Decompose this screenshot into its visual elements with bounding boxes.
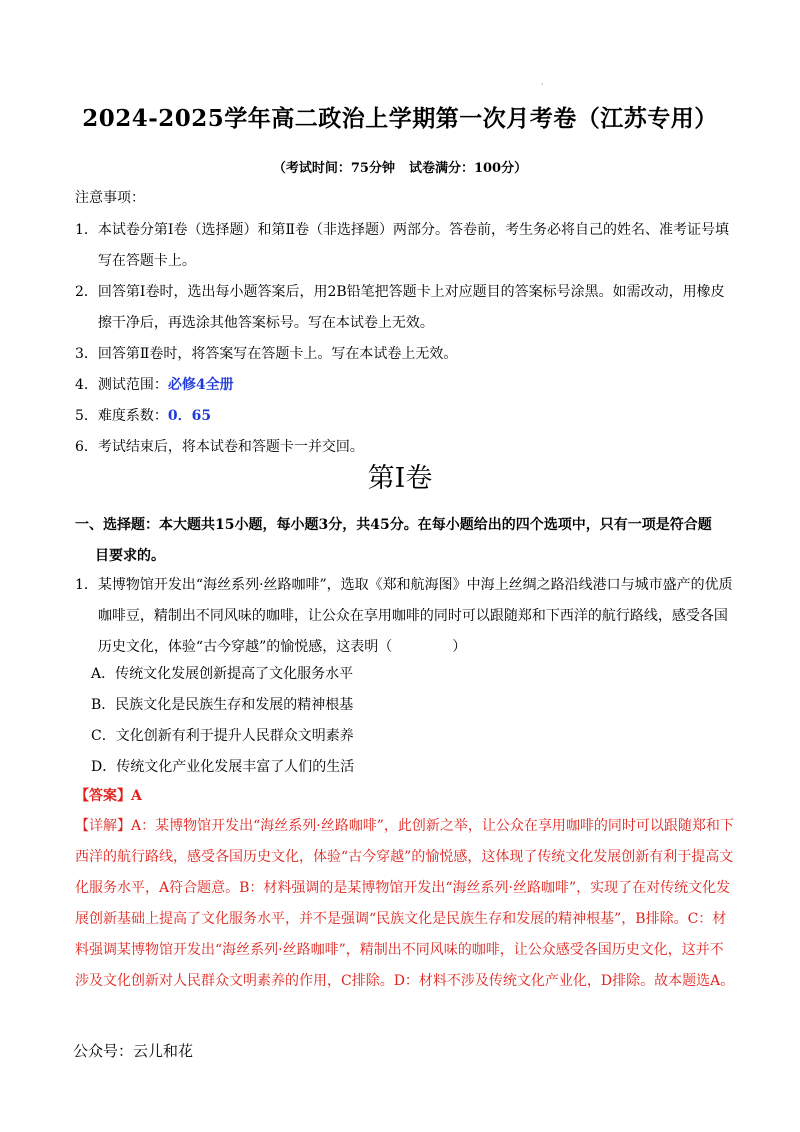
notice-text	[98, 401, 735, 432]
part-heading-line2: 目要求的。	[95, 548, 165, 564]
notice-number: 4．	[75, 377, 98, 393]
question-stem	[75, 570, 735, 663]
footer-wechat: 公众号：云儿和花	[73, 1042, 194, 1060]
section-title: 第Ⅰ卷	[367, 463, 433, 494]
notice-item	[75, 370, 735, 401]
exam-score: 试卷满分：100分）	[408, 161, 528, 176]
explanation	[75, 811, 735, 997]
notice-number: 2．	[75, 284, 98, 300]
question-options	[91, 659, 731, 783]
difficulty-value: 0．65	[167, 408, 212, 424]
option-b: B．民族文化是民族生存和发展的精神根基	[91, 697, 354, 713]
question-text-wrap	[98, 570, 735, 663]
part-heading-line1: 一、选择题：本大题共15小题，每小题3分，共45分。在每小题给出的四个选项中，只有一项是符合题	[75, 517, 712, 533]
notice-text: 本试卷分第Ⅰ卷（选择题）和第Ⅱ卷（非选择题）两部分。答卷前，考生务必将自己的姓名、准考证号填写在答题卡上。	[97, 222, 729, 269]
notice-item	[75, 401, 735, 432]
question-close-paren: ）	[452, 639, 467, 655]
question-number: 1．	[75, 577, 98, 593]
option-d: D．传统文化产业化发展丰富了人们的生活	[91, 759, 355, 775]
exam-time: （考试时间：75分钟	[272, 161, 395, 176]
notice-number: 5．	[75, 408, 98, 424]
page-dot: ·	[541, 80, 544, 89]
notice-text	[98, 370, 735, 401]
explanation-text: 【详解】A：某博物馆开发出“海丝系列·丝路咖啡”，此创新之举，让公众在享用咖啡的同时可以跟随郑和下西洋的航行路线，感受各国历史文化，体验“古今穿越”的愉悦感，这体现了传统文化发展创新有利于提高文化服务水平，A符合题意。B：材料强调的是某博物馆开发出“海丝系列·丝路咖啡”，实现了在对传统文化发展创新基础上提高了文化服务水平，并不是强调“民族文化是民族生存和发展的精神根基”，B排除。C：材料强调某博物馆开发出“海丝系列·丝路咖啡”，精制出不同风味的咖啡，让公众感受各国历史文化，这并不涉及文化创新对人民群众文明素养的作用，C排除。D：材料不涉及传统文化产业化，D排除。故本题选A。	[75, 818, 735, 989]
notice-text: 回答第Ⅱ卷时，将答案写在答题卡上。写在本试卷上无效。	[97, 346, 458, 362]
notice-list	[75, 215, 735, 463]
scope-value: 必修4全册	[167, 377, 234, 393]
notice-number: 1．	[75, 222, 98, 238]
question-1	[75, 570, 735, 663]
option-a: A．传统文化发展创新提高了文化服务水平	[91, 666, 354, 682]
exam-subtitle	[0, 157, 800, 176]
notice-text: 回答第Ⅰ卷时，选出每小题答案后，用2B铅笔把答题卡上对应题目的答案标号涂黑。如需改动，用橡皮擦干净后，再选涂其他答案标号。写在本试卷上无效。	[97, 284, 725, 331]
notice-number: 3．	[75, 346, 98, 362]
answer: 【答案】A	[75, 788, 142, 804]
notice-item	[75, 215, 735, 277]
notice-item	[75, 277, 735, 339]
scope-label: 测试范围：	[97, 377, 168, 393]
notice-item	[75, 339, 735, 370]
option-c: C．文化创新有利于提升人民群众文明素养	[91, 728, 354, 744]
part-heading	[75, 510, 735, 572]
notice-heading: 注意事项：	[75, 190, 145, 206]
exam-title: 2024-2025学年高二政治上学期第一次月考卷（江苏专用）	[82, 105, 718, 132]
difficulty-label: 难度系数：	[97, 408, 168, 424]
notice-number: 6．	[75, 439, 98, 455]
question-text: 某博物馆开发出“海丝系列·丝路咖啡”，选取《郑和航海图》中海上丝绸之路沿线港口与城市盛产的优质咖啡豆，精制出不同风味的咖啡，让公众在享用咖啡的同时可以跟随郑和下西洋的航行路线，感受各国历史文化，体验“古今穿越”的愉悦感，这表明（	[97, 577, 733, 655]
notice-text: 考试结束后，将本试卷和答题卡一并交回。	[97, 439, 364, 455]
